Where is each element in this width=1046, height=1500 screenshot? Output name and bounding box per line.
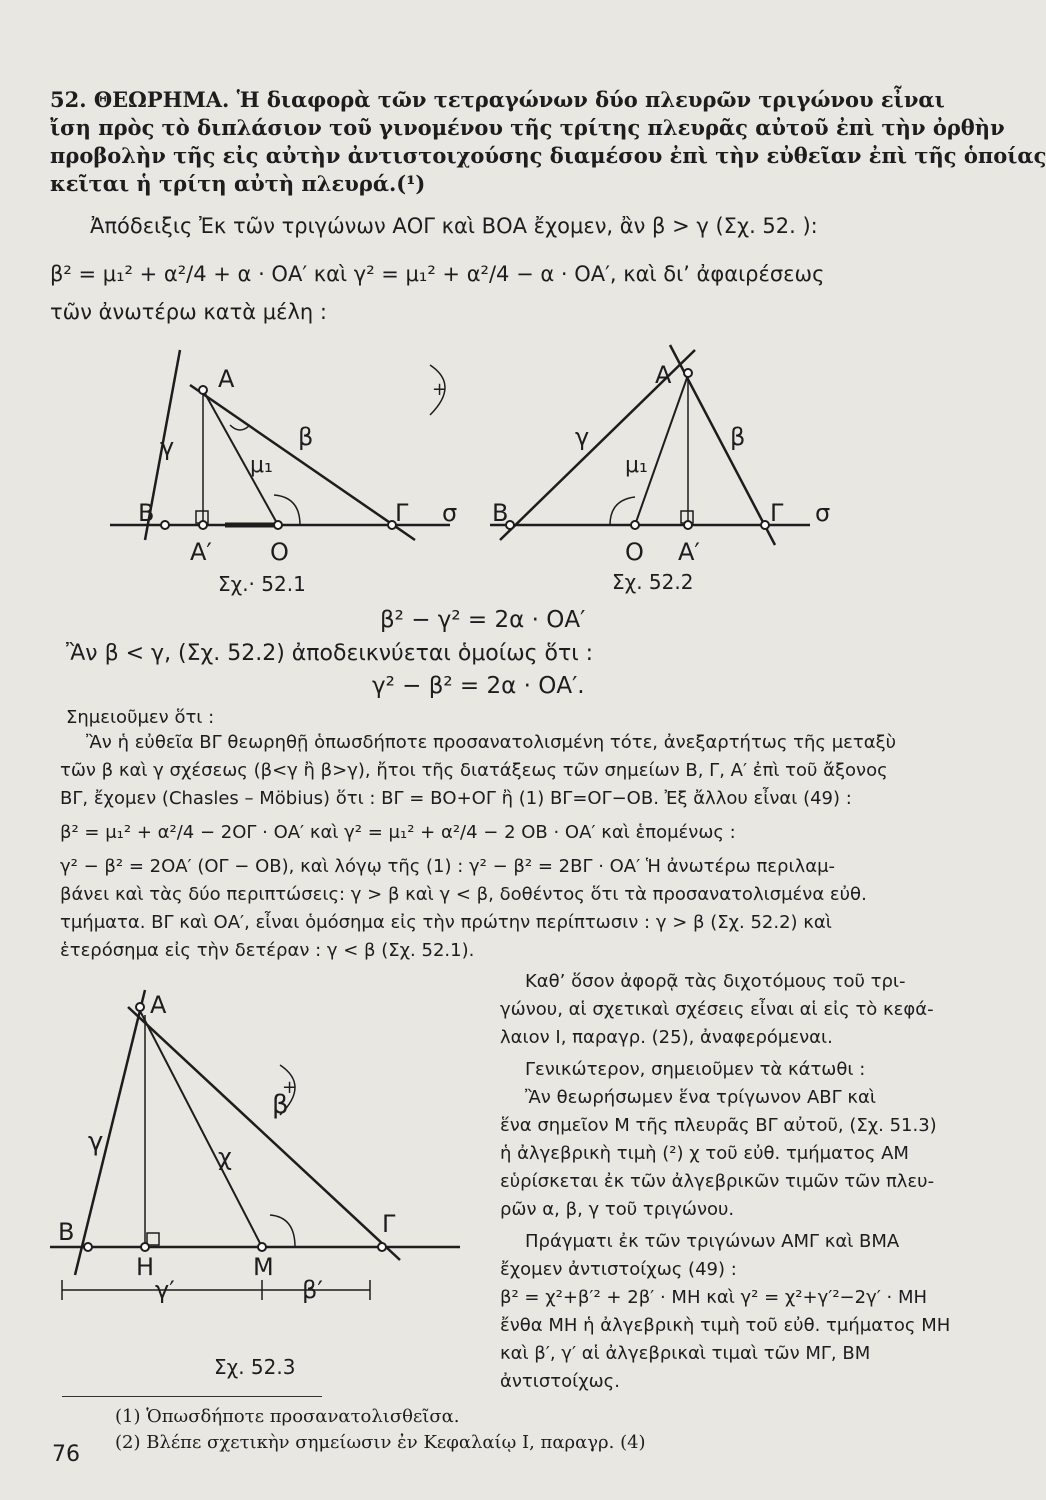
label-plus: + <box>432 379 448 400</box>
remark-line: γ² − β² = 2ΟΑ′ (ΟΓ − ΟΒ), καὶ λόγῳ τῆς (1) : γ² − β² = 2ΒΓ · ΟΑ′ Ἡ ἀνωτέρω περιλαμ- <box>60 856 836 877</box>
vertex-a-point <box>684 369 692 377</box>
point-h <box>141 1243 149 1251</box>
label-a: Α <box>150 991 167 1019</box>
figure-52-1 <box>110 345 470 575</box>
proof-line: β² = μ₁² + α²/4 + α · ΟΑ′ καὶ γ² = μ₁² + α²/4 − α · ΟΑ′, καὶ δι’ ἀφαιρέσεως <box>50 262 825 286</box>
label-beta-prime: β′ <box>302 1276 323 1304</box>
label-m: Μ <box>253 1253 274 1281</box>
vertex-a-point <box>199 386 207 394</box>
right-column-line: ρῶν α, β, γ τοῦ τριγώνου. <box>500 1199 735 1220</box>
label-gamma: γ <box>575 423 590 451</box>
point-o <box>274 521 282 529</box>
remark-line: β² = μ₁² + α²/4 − 2ΟΓ · ΟΑ′ καὶ γ² = μ₁² + α²/4 − 2 ΟΒ · ΟΑ′ καὶ ἑπομένως : <box>60 822 736 843</box>
vertex-g-point <box>761 521 769 529</box>
label-gamma-prime: γ′ <box>155 1276 175 1304</box>
remark-line: βάνει καὶ τὰς δύο περιπτώσεις: γ > β καὶ γ < β, δοθέντος ὅτι τὰ προσανατολισμένα εὐθ. <box>60 884 867 905</box>
right-column-line: καὶ β′, γ′ αἱ ἀλγεβρικαὶ τιμαὶ τῶν ΜΓ, ΒΜ <box>500 1343 871 1364</box>
label-sigma: σ <box>442 499 458 527</box>
remark-line: ἑτερόσημα εἰς τὴν δετέραν : γ < β (Σχ. 52.1). <box>60 940 475 961</box>
vertex-b-point <box>161 521 169 529</box>
point-m <box>258 1243 266 1251</box>
label-b: Β <box>58 1218 75 1246</box>
label-plus: + <box>282 1077 298 1098</box>
label-chi: χ <box>218 1143 232 1171</box>
remark-line: τῶν β καὶ γ σχέσεως (β<γ ἢ β>γ), ἤτοι τῆς διατάξεως τῶν σημείων Β, Γ, Α′ ἐπὶ τοῦ ἄξονος <box>60 760 888 781</box>
label-a-prime: Α′ <box>678 538 700 566</box>
right-column-line: ἔνθα ΜΗ ἡ ἀλγεβρικὴ τιμὴ τοῦ εὐθ. τμήματος ΜΗ <box>500 1315 951 1336</box>
label-o: Ο <box>625 538 644 566</box>
label-a-prime: Α′ <box>190 538 212 566</box>
equation-2: γ² − β² = 2α · ΟΑ′. <box>372 673 585 699</box>
figure-52-3 <box>50 985 480 1345</box>
equation-1: β² − γ² = 2α · ΟΑ′ <box>380 607 586 633</box>
footnote: (2) Βλέπε σχετικὴν σημείωσιν ἐν Κεφαλαίῳ Ι, παραγρ. (4) <box>115 1432 646 1453</box>
cevian-chi <box>138 1007 262 1247</box>
equation-intro: Ἂν β < γ, (Σχ. 52.2) ἀποδεικνύεται ὁμοίως ὅτι : <box>66 641 594 666</box>
footnote-rule <box>62 1396 322 1397</box>
median <box>635 375 688 525</box>
vertex-a-point <box>136 1003 144 1011</box>
label-beta: β <box>298 423 314 451</box>
label-h: Η <box>136 1253 155 1281</box>
right-column-line: γώνου, αἱ σχετικαὶ σχέσεις εἶναι αἱ εἰς τὸ κεφά- <box>500 999 934 1020</box>
side-gamma <box>75 990 145 1275</box>
figure-52-2-caption: Σχ. 52.2 <box>612 570 694 594</box>
right-column-line: ἡ ἀλγεβρικὴ τιμὴ (²) χ τοῦ εὐθ. τμήματος ΑΜ <box>500 1143 909 1164</box>
label-b: Β <box>138 499 155 527</box>
figure-52-1-caption: Σχ.· 52.1 <box>218 572 306 596</box>
right-column-line: Καθ’ ὅσον ἀφορᾷ τὰς διχοτόμους τοῦ τρι- <box>525 971 906 992</box>
label-a: Α <box>655 361 672 389</box>
theorem-line: κεῖται ἡ τρίτη αὐτὴ πλευρά.(¹) <box>50 171 426 196</box>
vertex-b-point <box>84 1243 92 1251</box>
remark-title: Σημειοῦμεν ὅτι : <box>66 707 215 728</box>
label-g: Γ <box>770 499 784 527</box>
label-mu1: μ₁ <box>250 453 273 478</box>
page-number: 76 <box>52 1442 80 1467</box>
right-column-line: ἀντιστοίχως. <box>500 1371 620 1392</box>
label-g: Γ <box>395 499 409 527</box>
footnote: (1) Ὁπωσδήποτε προσανατολισθεῖσα. <box>115 1406 460 1427</box>
label-beta: β <box>272 1090 289 1120</box>
right-angle-mark <box>147 1233 159 1245</box>
right-column-line: ἔχομεν ἀντιστοίχως (49) : <box>500 1259 737 1280</box>
right-column-line: β² = χ²+β′² + 2β′ · ΜΗ καὶ γ² = χ²+γ′²−2γ′ · ΜΗ <box>500 1287 928 1308</box>
figure-52-3-caption: Σχ. 52.3 <box>214 1355 296 1379</box>
theorem-line: ἴση πρὸς τὸ διπλάσιον τοῦ γινομένου τῆς τρίτης πλευρᾶς αὐτοῦ ἐπὶ τὴν ὀρθὴν <box>50 115 1005 140</box>
point-a-prime <box>684 521 692 529</box>
theorem-line: προβολὴν τῆς εἰς αὐτὴν ἀντιστοιχούσης διαμέσου ἐπὶ τὴν εὐθεῖαν ἐπὶ τῆς ὁποίας <box>50 143 1046 168</box>
side-beta <box>128 1007 400 1260</box>
label-b: Β <box>492 499 509 527</box>
label-gamma: γ <box>88 1127 104 1157</box>
point-o <box>631 521 639 529</box>
angle-arc <box>610 497 635 525</box>
label-mu1: μ₁ <box>625 453 648 478</box>
right-column-line: λαιον Ι, παραγρ. (25), ἀναφερόμεναι. <box>500 1027 833 1048</box>
right-column-line: εὑρίσκεται ἐκ τῶν ἀλγεβρικῶν τιμῶν τῶν πλευ- <box>500 1171 935 1192</box>
remark-line: Ἂν ἡ εὐθεῖα ΒΓ θεωρηθῇ ὁπωσδήποτε προσανατολισμένη τότε, ἀνεξαρτήτως τῆς μεταξὺ <box>86 732 897 753</box>
label-gamma: γ <box>160 433 175 461</box>
label-o: Ο <box>270 538 289 566</box>
figure-52-2 <box>480 345 860 575</box>
label-sigma: σ <box>815 499 831 527</box>
vertex-g-point <box>378 1243 386 1251</box>
remark-line: τμήματα. ΒΓ καὶ ΟΑ′, εἶναι ὁμόσημα εἰς τὴν πρώτην περίπτωσιν : γ > β (Σχ. 52.2) καὶ <box>60 912 832 933</box>
proof-line: τῶν ἀνωτέρω κατὰ μέλη : <box>50 300 327 324</box>
angle-arc <box>270 1215 295 1247</box>
right-column-line: Ἂν θεωρήσωμεν ἕνα τρίγωνον ΑΒΓ καὶ <box>525 1087 876 1108</box>
theorem-line: 52. ΘΕΩΡΗΜΑ. Ἡ διαφορὰ τῶν τετραγώνων δύο πλευρῶν τριγώνου εἶναι <box>50 87 945 112</box>
side-beta <box>190 385 415 540</box>
right-column-line: Πράγματι ἐκ τῶν τριγώνων ΑΜΓ καὶ ΒΜΑ <box>525 1231 900 1252</box>
point-a-prime <box>199 521 207 529</box>
remark-line: ΒΓ, ἔχομεν (Chasles – Möbius) ὅτι : ΒΓ = ΒΟ+ΟΓ ἢ (1) ΒΓ=ΟΓ−ΟΒ. Ἐξ ἄλλου εἶναι (49) : <box>60 788 852 809</box>
label-g: Γ <box>382 1210 396 1238</box>
right-column-line: Γενικώτερον, σημειοῦμεν τὰ κάτωθι : <box>525 1059 866 1080</box>
label-beta: β <box>730 423 746 451</box>
right-column-line: ἕνα σημεῖον Μ τῆς πλευρᾶς ΒΓ αὐτοῦ, (Σχ. 51.3) <box>500 1115 937 1136</box>
proof-line: Ἀπόδειξις Ἐκ τῶν τριγώνων ΑΟΓ καὶ ΒΟΑ ἔχομεν, ἂν β > γ (Σχ. 52. ): <box>90 214 818 238</box>
label-a: Α <box>218 365 235 393</box>
